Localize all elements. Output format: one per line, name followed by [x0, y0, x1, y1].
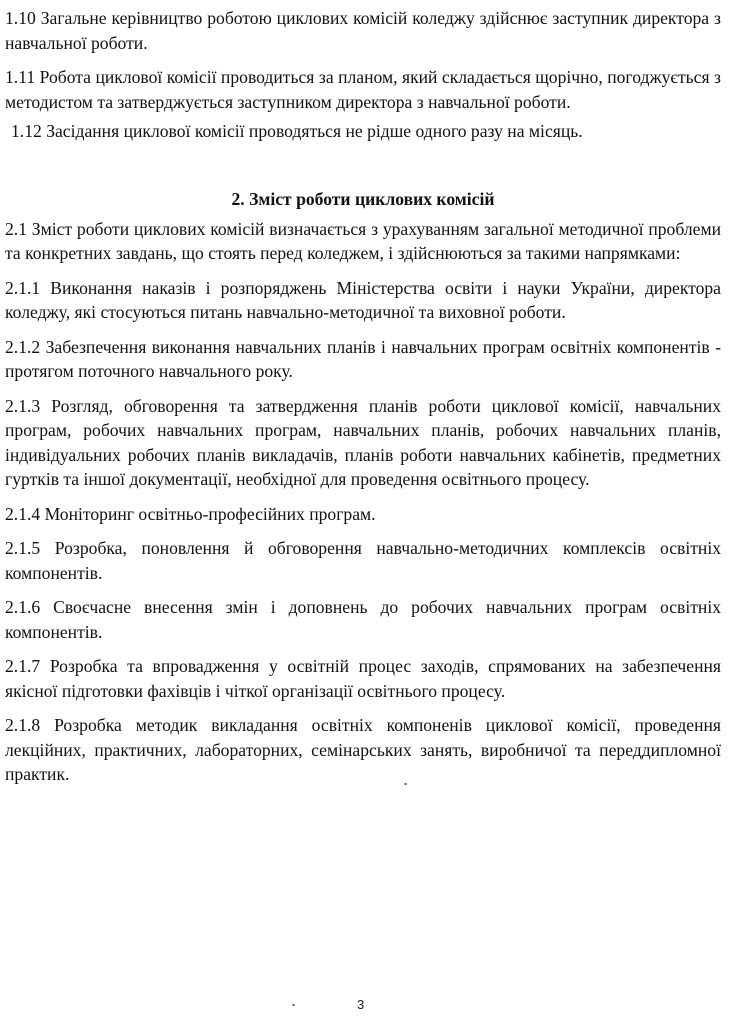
- scan-speck: [404, 783, 407, 785]
- document-page: [5, 6, 721, 797]
- paragraph-2-1-7: 2.1.7 Розробка та впровадження у освітній процес заходів, спрямованих на забезпечення якісної підготовки фахівців і чіткої організації освітнього процесу.: [5, 656, 721, 701]
- paragraph-1-12: 1.12 Засідання циклової комісії проводяться не рідше одного разу на місяць.: [11, 121, 583, 141]
- paragraph-1-11: 1.11 Робота циклової комісії проводиться за планом, який складається щорічно, погоджується з методистом та затверджується заступником директора з навчальної роботи.: [5, 67, 721, 112]
- paragraph-2-1-3: 2.1.3 Розгляд, обговорення та затвердження планів роботи циклової комісії, навчальних програм, робочих навчальних програм, навчальних планів, робочих навчальних планів, індивідуальних робочих планів викладачів, планів роботи навчальних кабінетів, предметних гуртків та іншої документації, необхідної для проведення освітнього процесу.: [5, 395, 721, 489]
- paragraph-2-1-6: 2.1.6 Своєчасне внесення змін і доповнень до робочих навчальних програм освітніх компонентів.: [5, 597, 721, 642]
- paragraph-2-1-8: 2.1.8 Розробка методик викладання освітніх компоненів циклової комісії, проведення лекційних, практичних, лабораторних, семінарських занять, виробничої та переддипломної практик.: [5, 715, 721, 784]
- paragraph-1-10: 1.10 Загальне керівництво роботою циклових комісій коледжу здійснює заступник директора з навчальної роботи.: [5, 8, 721, 53]
- paragraph-2-1: 2.1 Зміст роботи циклових комісій визначається з урахуванням загальної методичної проблеми та конкретних завдань, що стоять перед коледжем, і здійснюються за такими напрямками:: [5, 218, 721, 263]
- page-number: 3: [357, 997, 365, 1012]
- paragraph-2-1-2: 2.1.2 Забезпечення виконання навчальних планів і навчальних програм освітніх компонентів - протягом поточного навчального року.: [5, 336, 721, 381]
- section-2-heading: 2. Зміст роботи циклових комісій: [231, 188, 495, 209]
- paragraph-2-1-4: 2.1.4 Моніторинг освітньо-професійних програм.: [5, 503, 376, 524]
- paragraph-2-1-1: 2.1.1 Виконання наказів і розпоряджень Міністерства освіти і науки України, директора коледжу, які стосуються питань навчально-методичної та виховної роботи.: [5, 277, 721, 322]
- paragraph-2-1-5: 2.1.5 Розробка, поновлення й обговорення навчально-методичних комплексів освітніх компонентів.: [5, 538, 721, 583]
- scan-speck: [292, 1004, 295, 1006]
